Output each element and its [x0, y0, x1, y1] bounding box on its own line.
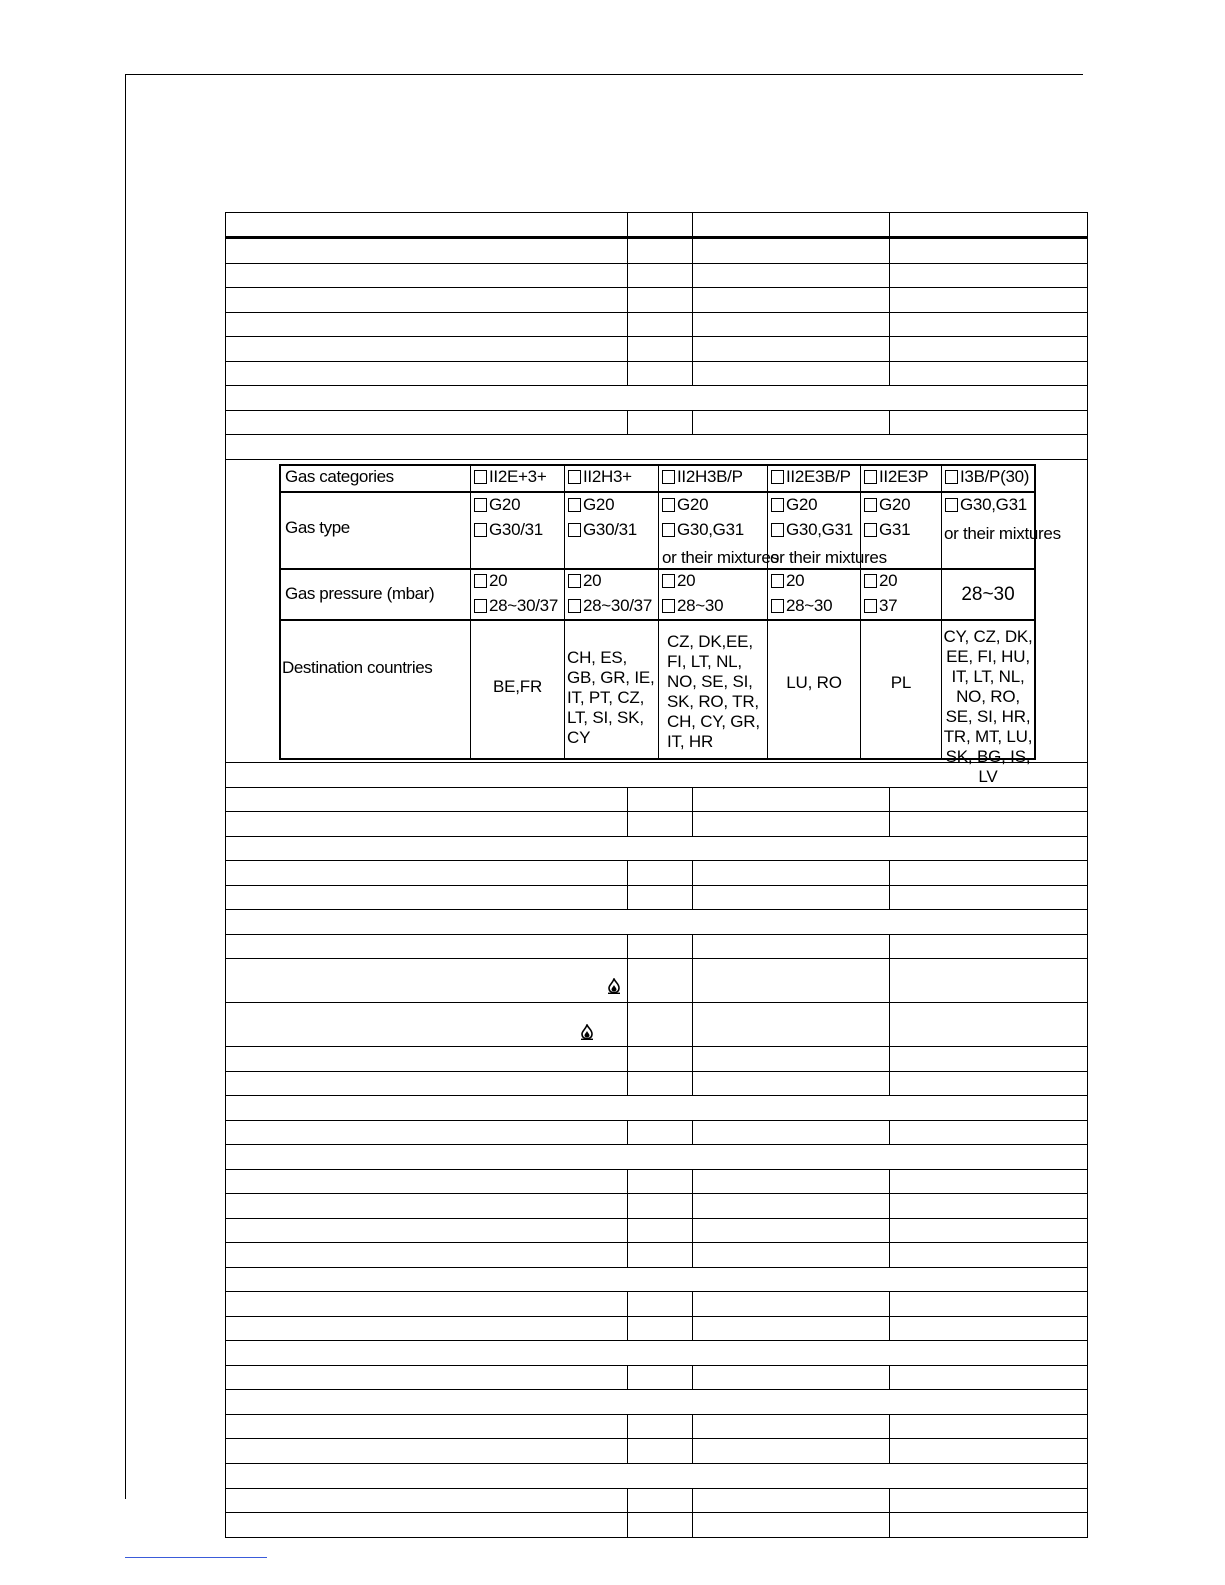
column-divider	[692, 934, 693, 1095]
table-row-line	[225, 1071, 1087, 1072]
pressure-option[interactable]: 20	[771, 571, 804, 591]
table-row-line	[225, 1438, 1087, 1439]
table-row-line	[225, 1144, 1087, 1145]
table-row-line	[225, 312, 1087, 313]
table-row-line	[225, 434, 1087, 435]
checkbox[interactable]	[662, 498, 675, 512]
gas-type-option[interactable]: G30,G31	[945, 495, 1027, 515]
gas-type-option[interactable]: G20	[568, 495, 614, 515]
table-row-line	[225, 1512, 1087, 1513]
checkbox[interactable]	[771, 498, 784, 512]
checkbox[interactable]	[662, 574, 675, 588]
table-row-line	[225, 860, 1087, 861]
gas-table-line	[564, 464, 565, 760]
column-divider	[627, 1120, 628, 1144]
table-row-line	[225, 1242, 1087, 1243]
table-row-line	[225, 1365, 1087, 1366]
gas-type-option[interactable]: G20	[771, 495, 817, 515]
checkbox[interactable]	[474, 574, 487, 588]
row-label-gas-categories: Gas categories	[285, 467, 394, 486]
table-row-line	[225, 1002, 1087, 1003]
flame-icon	[607, 978, 621, 994]
column-divider	[692, 1169, 693, 1267]
destination-countries: BE,FR	[492, 677, 543, 696]
gas-type-option[interactable]: G20	[474, 495, 520, 515]
checkbox[interactable]	[864, 523, 877, 537]
table-row-line	[225, 1218, 1087, 1219]
column-divider	[627, 410, 628, 434]
flame-icon	[580, 1024, 594, 1040]
checkbox[interactable]	[771, 599, 784, 613]
category-option[interactable]: II2E3P	[864, 467, 928, 487]
gas-type-note: or their mixtures	[770, 548, 887, 567]
column-divider	[627, 1365, 628, 1389]
checkbox[interactable]	[864, 498, 877, 512]
pressure-option[interactable]: 20	[662, 571, 695, 591]
column-divider	[627, 1488, 628, 1537]
checkbox[interactable]	[771, 470, 784, 484]
gas-type-option[interactable]: G20	[662, 495, 708, 515]
table-row-line	[225, 1046, 1087, 1047]
gas-type-option[interactable]: G30/31	[474, 520, 543, 540]
gas-type-option[interactable]: G30,G31	[771, 520, 853, 540]
column-divider	[889, 1169, 890, 1267]
category-option[interactable]: II2H3+	[568, 467, 632, 487]
column-divider	[889, 934, 890, 1095]
table-row-line	[225, 836, 1087, 837]
row-label-gas-type: Gas type	[285, 518, 350, 537]
column-divider	[627, 1414, 628, 1463]
checkbox[interactable]	[864, 574, 877, 588]
column-divider	[692, 410, 693, 434]
destination-countries: CZ, DK,EE, FI, LT, NL, NO, SE, SI, SK, RO, TR, CH, CY, GR, IT, HR	[667, 632, 760, 751]
column-divider	[889, 1414, 890, 1463]
destination-countries: CH, ES, GB, GR, IE, IT, PT, CZ, LT, SI, SK, CY	[567, 648, 655, 747]
gas-table-line	[470, 464, 471, 760]
checkbox[interactable]	[568, 498, 581, 512]
table-row-line	[225, 410, 1087, 411]
table-row-line	[225, 459, 1087, 460]
gas-type-option[interactable]: G20	[864, 495, 910, 515]
table-row-line	[225, 1537, 1087, 1538]
checkbox[interactable]	[568, 470, 581, 484]
pressure-option[interactable]: 28~30/37	[474, 596, 558, 616]
footer-link-underline[interactable]	[125, 1557, 267, 1558]
table-row-line	[225, 934, 1087, 935]
table-row-line	[225, 1291, 1087, 1292]
column-divider	[627, 1291, 628, 1340]
column-divider	[692, 1365, 693, 1389]
table-row-line	[225, 1193, 1087, 1194]
pressure-option[interactable]: 20	[474, 571, 507, 591]
checkbox[interactable]	[864, 599, 877, 613]
destination-countries: LU, RO	[786, 673, 842, 692]
checkbox[interactable]	[568, 599, 581, 613]
row-label-destination-countries: Destination countries	[282, 658, 433, 677]
destination-countries: CY, CZ, DK, EE, FI, HU, IT, LT, NL, NO, RO, SE, SI, HR, TR, MT, LU, SK, BG, IS, LV	[943, 627, 1033, 786]
pressure-option[interactable]: 20	[864, 571, 897, 591]
column-divider	[889, 1365, 890, 1389]
table-row-line	[225, 885, 1087, 886]
gas-type-note: or their mixtures	[662, 548, 779, 567]
gas-table-line	[279, 464, 281, 760]
table-row-line	[225, 212, 1087, 213]
table-row-line	[225, 909, 1087, 910]
checkbox[interactable]	[474, 523, 487, 537]
table-border-right	[1087, 212, 1088, 1538]
column-divider	[692, 787, 693, 836]
table-row-line	[225, 263, 1087, 264]
pressure-option[interactable]: 28~30	[771, 596, 832, 616]
spec-table	[225, 212, 1087, 1538]
category-option[interactable]: II2H3B/P	[662, 467, 743, 487]
checkbox[interactable]	[945, 498, 958, 512]
checkbox[interactable]	[662, 470, 675, 484]
checkbox[interactable]	[474, 470, 487, 484]
checkbox[interactable]	[568, 523, 581, 537]
row-label-gas-pressure: Gas pressure (mbar)	[285, 584, 435, 603]
table-row-line	[225, 336, 1087, 337]
column-divider	[627, 934, 628, 1095]
table-row-line	[225, 1389, 1087, 1390]
checkbox[interactable]	[771, 523, 784, 537]
table-row-line	[225, 1414, 1087, 1415]
checkbox[interactable]	[771, 574, 784, 588]
gas-type-note: or their mixtures	[944, 524, 1061, 543]
column-divider	[627, 212, 628, 385]
category-option[interactable]: II2E3B/P	[771, 467, 851, 487]
table-row-line	[225, 1267, 1087, 1268]
pressure-value: 28~30	[961, 584, 1015, 605]
column-divider	[692, 1291, 693, 1340]
column-divider	[889, 410, 890, 434]
table-row-line	[225, 811, 1087, 812]
table-row-line	[225, 287, 1087, 288]
column-divider	[889, 212, 890, 385]
column-divider	[889, 787, 890, 836]
column-divider	[627, 1169, 628, 1267]
category-option[interactable]: I3B/P(30)	[945, 467, 1029, 487]
checkbox[interactable]	[662, 599, 675, 613]
column-divider	[889, 1120, 890, 1144]
checkbox[interactable]	[945, 470, 958, 484]
pressure-option[interactable]: 28~30	[662, 596, 723, 616]
table-row-line	[225, 361, 1087, 362]
pressure-option[interactable]: 28~30/37	[568, 596, 652, 616]
table-header-rule	[225, 236, 1087, 239]
table-row-line	[225, 1120, 1087, 1121]
checkbox[interactable]	[474, 498, 487, 512]
table-row-line	[225, 787, 1087, 788]
table-row-line	[225, 1169, 1087, 1170]
category-option[interactable]: II2E+3+	[474, 467, 546, 487]
table-row-line	[225, 1340, 1087, 1341]
table-row-line	[225, 958, 1087, 959]
checkbox[interactable]	[662, 523, 675, 537]
margin-rule	[125, 74, 126, 1499]
gas-type-option[interactable]: G31	[864, 520, 910, 540]
column-divider	[692, 1120, 693, 1144]
column-divider	[889, 1488, 890, 1537]
table-row-line	[225, 1488, 1087, 1489]
table-row-line	[225, 1316, 1087, 1317]
table-row-line	[225, 1463, 1087, 1464]
checkbox[interactable]	[474, 599, 487, 613]
table-row-line	[225, 385, 1087, 386]
gas-type-option[interactable]: G30/31	[568, 520, 637, 540]
column-divider	[692, 1488, 693, 1537]
table-row-line	[225, 1095, 1087, 1096]
checkbox[interactable]	[568, 574, 581, 588]
column-divider	[627, 787, 628, 836]
header-rule	[125, 74, 1083, 75]
column-divider	[627, 860, 628, 909]
column-divider	[889, 1291, 890, 1340]
column-divider	[692, 1414, 693, 1463]
pressure-option[interactable]: 37	[864, 596, 897, 616]
gas-categories-table	[279, 464, 1061, 786]
gas-table-line	[860, 464, 861, 760]
column-divider	[692, 212, 693, 385]
column-divider	[692, 860, 693, 909]
gas-table-line	[767, 464, 768, 760]
column-divider	[889, 860, 890, 909]
pressure-option[interactable]: 20	[568, 571, 601, 591]
checkbox[interactable]	[864, 470, 877, 484]
gas-type-option[interactable]: G30,G31	[662, 520, 744, 540]
destination-countries: PL	[890, 673, 912, 692]
